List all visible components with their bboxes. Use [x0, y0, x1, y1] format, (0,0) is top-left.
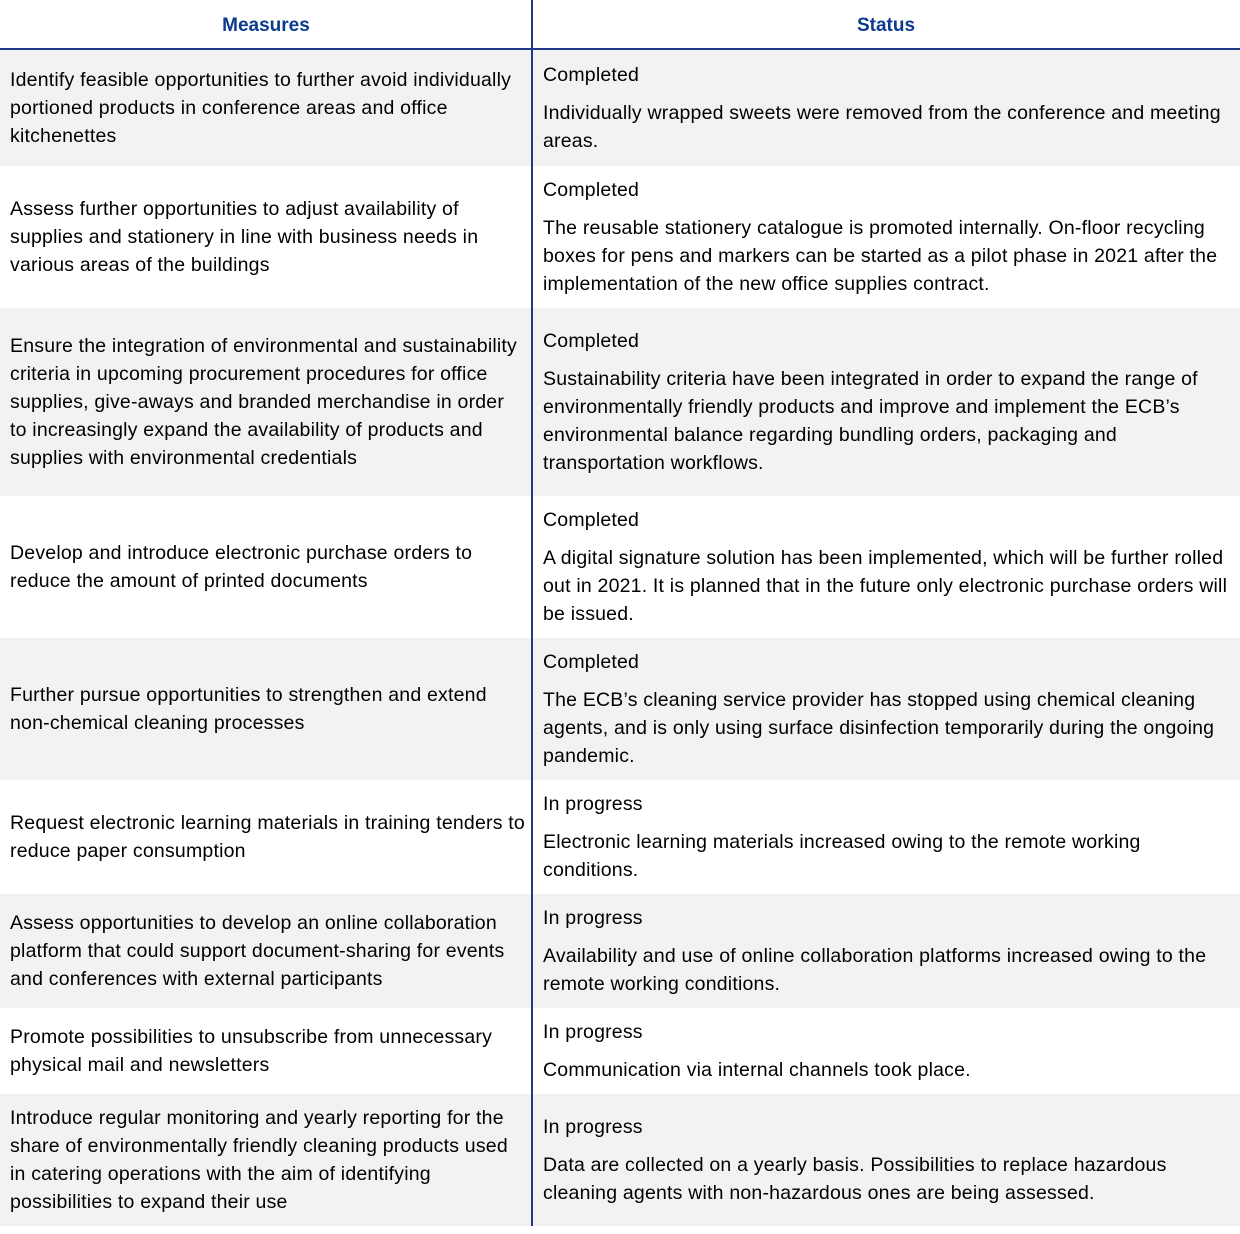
status-label: In progress [543, 1116, 643, 1138]
measure-text: Develop and introduce electronic purchase orders to reduce the amount of printed documents [10, 542, 473, 592]
status-label: Completed [543, 179, 640, 201]
table-row [0, 50, 1240, 166]
status-label: Completed [543, 651, 640, 673]
status-cell [532, 496, 1240, 638]
table-row [0, 166, 1240, 308]
status-cell [532, 166, 1240, 308]
measure-text: Further pursue opportunities to strengthen and extend non-chemical cleaning processes [10, 684, 487, 734]
status-cell [532, 894, 1240, 1008]
status-detail: A digital signature solution has been implemented, which will be further rolled out in 2021. It is planned that in the future only electronic purchase orders will be issued. [543, 547, 1228, 625]
status-label: Completed [543, 330, 640, 352]
status-cell [532, 638, 1240, 780]
table-header [0, 0, 1240, 50]
status-label: Completed [543, 509, 640, 531]
table-row [0, 780, 1240, 894]
status-header: Status [856, 15, 916, 36]
table-row [0, 1094, 1240, 1226]
measure-cell [0, 780, 532, 894]
measure-text: Identify feasible opportunities to further avoid individually portioned products in conference areas and office kitchenettes [10, 69, 512, 147]
measure-cell [0, 308, 532, 496]
status-detail: Communication via internal channels took place. [543, 1059, 971, 1081]
status-label: In progress [543, 793, 643, 815]
status-detail: Electronic learning materials increased owing to the remote working conditions. [543, 831, 1141, 881]
measure-cell [0, 496, 532, 638]
status-cell [532, 50, 1240, 166]
status-cell [532, 780, 1240, 894]
table-row [0, 638, 1240, 780]
measure-cell [0, 638, 532, 780]
table-row [0, 1008, 1240, 1094]
status-detail: Individually wrapped sweets were removed from the conference and meeting areas. [543, 102, 1221, 152]
measure-text: Ensure the integration of environmental and sustainability criteria in upcoming procurement procedures for office supplies, give-aways and branded merchandise in order to increasingly expand the availability of products and supplies with environmental credentials [10, 335, 517, 469]
measure-cell [0, 166, 532, 308]
status-cell [532, 308, 1240, 496]
measure-cell [0, 50, 532, 166]
status-label: In progress [543, 1021, 643, 1043]
measures-header: Measures [222, 15, 310, 36]
measure-text: Assess further opportunities to adjust availability of supplies and stationery in line with business needs in various areas of the buildings [10, 198, 479, 276]
column-divider [531, 0, 533, 1226]
status-detail: Availability and use of online collaboration platforms increased owing to the remote working conditions. [543, 945, 1207, 995]
status-label: In progress [543, 907, 643, 929]
status-cell [532, 1008, 1240, 1094]
measure-text: Assess opportunities to develop an online collaboration platform that could support document-sharing for events and conferences with external participants [10, 912, 505, 990]
measure-text: Introduce regular monitoring and yearly reporting for the share of environmentally friendly cleaning products used in catering operations with the aim of identifying possibilities to expand their use [10, 1107, 508, 1213]
measure-cell [0, 1094, 532, 1226]
table-row [0, 496, 1240, 638]
measure-cell [0, 1008, 532, 1094]
status-detail: Data are collected on a yearly basis. Possibilities to replace hazardous cleaning agents with non-hazardous ones are being assessed. [543, 1154, 1167, 1204]
measure-text: Promote possibilities to unsubscribe from unnecessary physical mail and newsletters [10, 1026, 493, 1076]
status-label: Completed [543, 64, 640, 86]
measure-cell [0, 894, 532, 1008]
table-row [0, 894, 1240, 1008]
measure-text: Request electronic learning materials in training tenders to reduce paper consumption [10, 812, 525, 862]
table-row [0, 308, 1240, 496]
status-detail: The ECB’s cleaning service provider has stopped using chemical cleaning agents, and is only using surface disinfection temporarily during the ongoing pandemic. [543, 689, 1215, 767]
status-detail: Sustainability criteria have been integrated in order to expand the range of environmentally friendly products and improve and implement the ECB’s environmental balance regarding bundling orders, packaging and transportation workflows. [543, 368, 1198, 474]
status-cell [532, 1094, 1240, 1226]
status-detail: The reusable stationery catalogue is promoted internally. On-floor recycling boxes for pens and markers can be started as a pilot phase in 2021 after the implementation of the new office supplies contract. [543, 217, 1218, 295]
